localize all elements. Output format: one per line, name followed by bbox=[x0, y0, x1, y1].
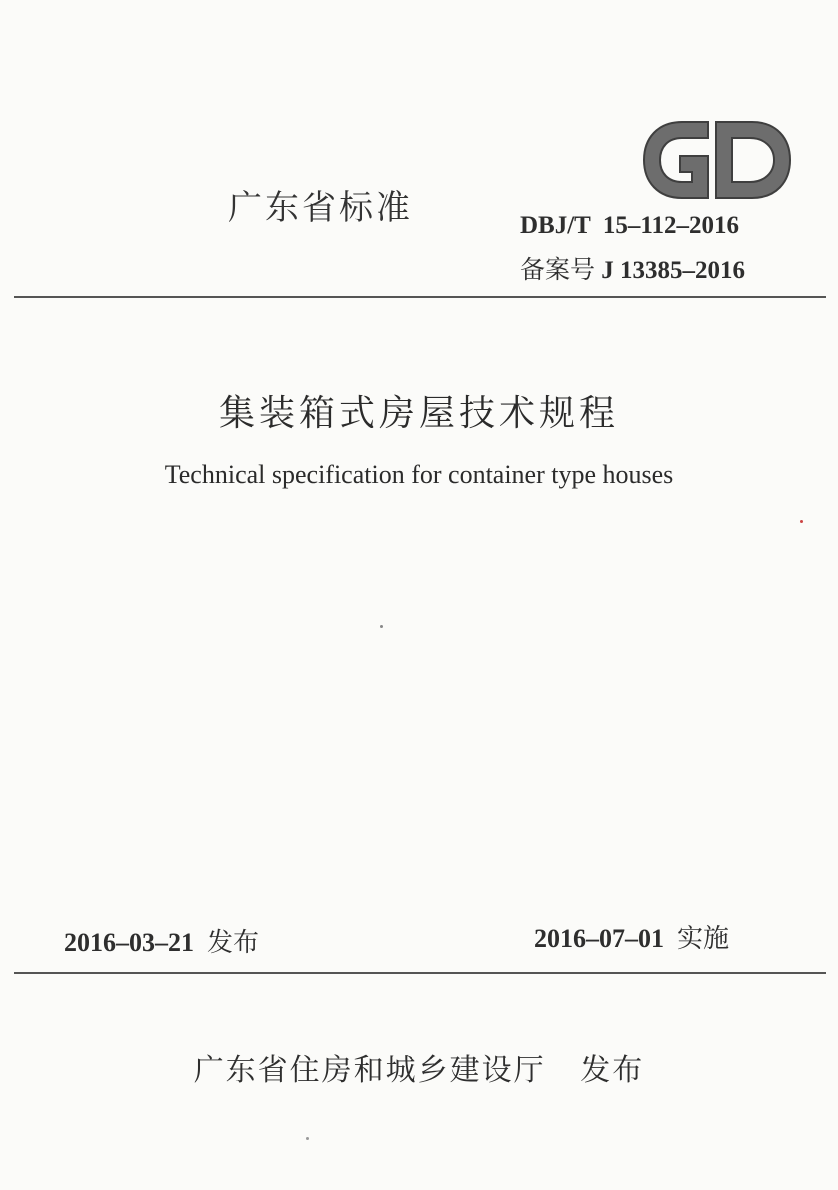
implementation-label: 实施 bbox=[677, 924, 730, 954]
record-label: 备案号 bbox=[520, 255, 596, 284]
document-title-chinese: 集装箱式房屋技术规程 bbox=[218, 393, 619, 434]
issue-date: 2016–03–21 bbox=[64, 928, 194, 957]
publisher-name: 广东省住房和城乡建设厅 bbox=[193, 1053, 546, 1088]
scan-speck bbox=[380, 625, 383, 628]
implementation-date-line bbox=[534, 918, 729, 955]
gd-logo bbox=[640, 118, 794, 202]
record-number: J 13385–2016 bbox=[601, 257, 746, 284]
issue-date-line bbox=[64, 922, 259, 959]
logo-letter-g bbox=[644, 122, 708, 198]
top-divider bbox=[14, 296, 826, 298]
publisher-line bbox=[0, 1045, 838, 1089]
issue-label: 发布 bbox=[207, 928, 260, 958]
scan-speck bbox=[306, 1137, 309, 1140]
standard-category: 广东省标准 bbox=[228, 188, 413, 228]
document-title-english: Technical specification for container type houses bbox=[164, 460, 674, 489]
publish-label: 发布 bbox=[580, 1053, 645, 1088]
standard-code: DBJ/T 15–112–2016 bbox=[520, 212, 740, 239]
implementation-date: 2016–07–01 bbox=[534, 924, 664, 953]
scan-speck bbox=[800, 520, 803, 523]
record-number-line bbox=[520, 250, 745, 286]
logo-letter-d bbox=[716, 122, 790, 198]
bottom-divider bbox=[14, 972, 826, 974]
